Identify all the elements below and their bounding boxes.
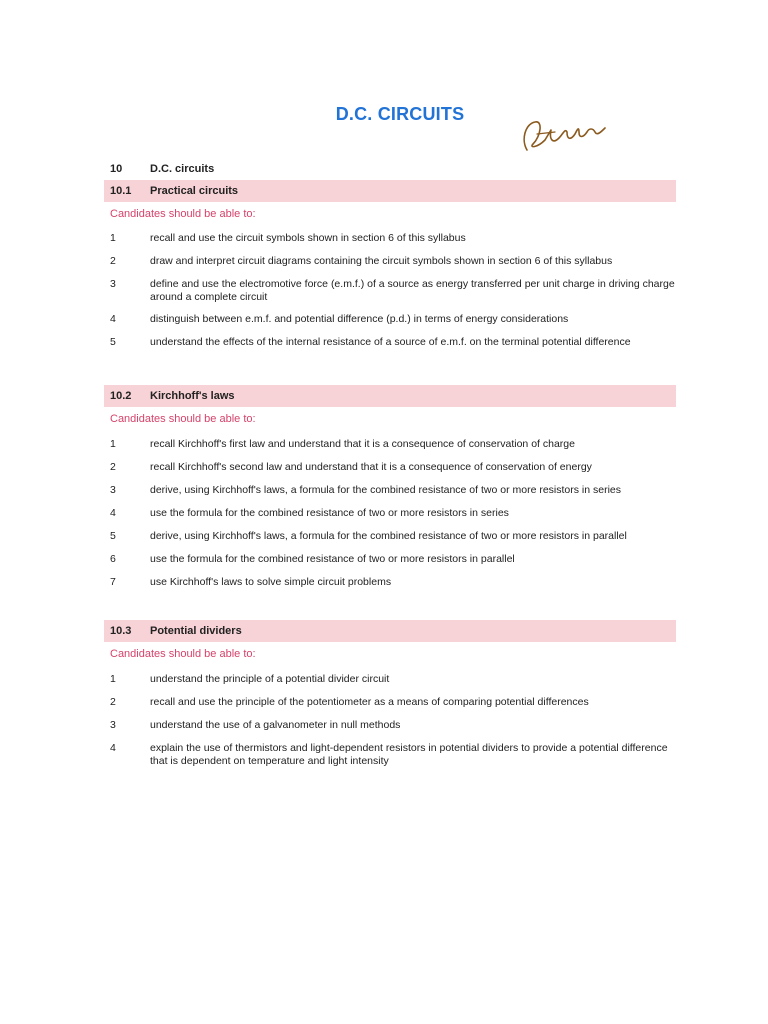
section-number: 10.2: [110, 390, 132, 402]
item-text: use the formula for the combined resistance of two or more resistors in parallel: [150, 553, 515, 565]
item-text: derive, using Kirchhoff's laws, a formula for the combined resistance of two or more resistors in series: [150, 484, 622, 496]
list-item: [110, 278, 676, 304]
item-number: 4: [110, 507, 116, 519]
item-number: 6: [110, 553, 116, 565]
list-item: [110, 719, 676, 732]
list-item: [110, 484, 676, 497]
candidates-label: Candidates should be able to:: [110, 413, 256, 425]
candidates-label: Candidates should be able to:: [110, 648, 256, 660]
item-number: 4: [110, 742, 116, 754]
item-number: 2: [110, 461, 116, 473]
candidates-label: Candidates should be able to:: [110, 208, 256, 220]
list-item: [110, 461, 676, 474]
item-text: recall Kirchhoff's second law and understand that it is a consequence of conservation of energy: [150, 461, 592, 473]
section-10-2: [104, 385, 676, 589]
item-number: 1: [110, 438, 116, 450]
page-title: D.C. CIRCUITS: [335, 104, 465, 124]
section-number: 10.1: [110, 185, 132, 197]
list-item: [110, 742, 676, 768]
item-text: recall and use the principle of the potentiometer as a means of comparing potential differences: [150, 696, 589, 708]
item-text: use the formula for the combined resistance of two or more resistors in series: [150, 507, 509, 519]
item-text: explain the use of thermistors and light-dependent resistors in potential dividers to provide a potential difference that is dependent on temperature and light intensity: [150, 742, 668, 767]
item-text: understand the principle of a potential divider circuit: [150, 673, 390, 685]
item-number: 3: [110, 484, 116, 496]
item-text: use Kirchhoff's laws to solve simple circuit problems: [150, 576, 392, 588]
item-number: 2: [110, 696, 116, 708]
item-number: 1: [110, 232, 116, 244]
section-name: Potential dividers: [150, 625, 242, 637]
item-number: 5: [110, 530, 116, 542]
section-name: Kirchhoff's laws: [150, 390, 235, 402]
list-item: [110, 438, 676, 451]
section-name: Practical circuits: [150, 185, 239, 197]
item-text: draw and interpret circuit diagrams containing the circuit symbols shown in section 6 of this syllabus: [150, 255, 613, 267]
list-item: [110, 576, 676, 589]
topic-heading: [110, 163, 214, 175]
list-item: [110, 232, 676, 245]
signature-image: [515, 110, 615, 160]
list-item: [110, 336, 676, 349]
item-number: 4: [110, 313, 116, 325]
list-item: [110, 255, 676, 268]
section-number: 10.3: [110, 625, 132, 637]
item-text: understand the use of a galvanometer in null methods: [150, 719, 401, 731]
item-number: 2: [110, 255, 116, 267]
item-text: recall and use the circuit symbols shown in section 6 of this syllabus: [150, 232, 466, 244]
section-10-3: [104, 620, 676, 768]
section-10-1: [104, 180, 676, 349]
item-number: 7: [110, 576, 116, 588]
topic-number: 10: [110, 163, 123, 175]
item-number: 5: [110, 336, 116, 348]
item-text: define and use the electromotive force (e.m.f.) of a source as energy transferred per unit charge in driving charge around a complete circuit: [150, 278, 675, 303]
list-item: [110, 507, 676, 520]
item-number: 3: [110, 719, 116, 731]
item-number: 1: [110, 673, 116, 685]
list-item: [110, 553, 676, 566]
list-item: [110, 530, 676, 543]
section-heading: [104, 180, 676, 202]
section-heading: [104, 385, 676, 407]
item-text: understand the effects of the internal resistance of a source of e.m.f. on the terminal potential difference: [150, 336, 631, 348]
list-item: [110, 696, 676, 709]
item-number: 3: [110, 278, 116, 290]
section-heading: [104, 620, 676, 642]
item-text: recall Kirchhoff's first law and understand that it is a consequence of conservation of charge: [150, 438, 575, 450]
item-text: derive, using Kirchhoff's laws, a formula for the combined resistance of two or more resistors in parallel: [150, 530, 627, 542]
item-text: distinguish between e.m.f. and potential difference (p.d.) in terms of energy considerations: [150, 313, 569, 325]
topic-name: D.C. circuits: [150, 163, 215, 175]
list-item: [110, 313, 676, 326]
list-item: [110, 673, 676, 686]
